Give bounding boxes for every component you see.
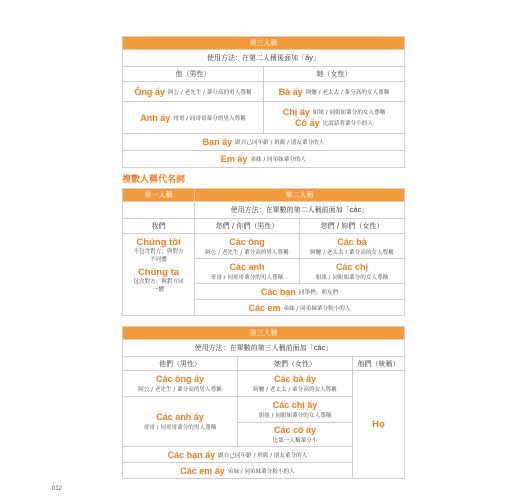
pronoun-cell: Bà ấy 阿嬤 / 老太太 / 輩分高的女人尊稱 [264,82,405,102]
plural-pronoun-table [122,188,405,316]
usage-note: 使用方法：在第二人稱後面加「ấy」 [123,50,405,67]
table-header: 第三人稱 [123,327,405,340]
third-person-singular-table [122,36,405,168]
pronoun-cell: Các ông ấy 阿公 / 老先生 / 輩分高的男人尊稱 [123,371,238,397]
usage-note: 使用方法：在單數的第二人稱前面加「các」 [195,202,405,219]
column-header-female: 她們（女性） [238,357,353,371]
pronoun-cell: Các em 弟妹 / 同弟妹輩分較小的人 [195,300,405,316]
pronoun-cell: Ông ấy 阿公 / 老先生 / 輩分高的男人尊稱 [123,82,264,102]
third-person-plural-table [122,326,405,479]
column-header-male: 您們 / 你們（男性） [195,219,300,234]
empty-cell [123,202,195,219]
pronoun-cell: Các bạn ấy 跟自己同年齡 / 班級 / 朋友輩分的人 [123,447,353,463]
pronoun-cell: Các anh 哥哥 / 同哥哥輩分的男人尊稱 [195,259,300,284]
pronoun-cell: Các bạn 同學們；朋友們 [195,284,405,300]
column-header-we: 我們 [123,219,195,234]
pronoun-cell: Chị ấy 姐姐 / 同姐姐輩分的女人尊稱 Cô ấy 比說話者輩分小的人 [264,102,405,134]
pronoun-cell: Em ấy 弟妹 / 同弟妹輩分的人 [123,151,405,168]
table-header: 第二人稱 [195,189,405,202]
section-title: 複數人稱代名詞 [122,175,186,185]
pronoun-cell: Các cô ấy 比第一人稱輩分小 [238,423,353,447]
table-header: 第一人稱 [123,189,195,202]
column-header-female: 您們 / 妳們（女性） [300,219,405,234]
pronoun-cell: Các chị 姐姐 / 同姐姐輩分的女人尊稱 [300,259,405,284]
pronoun-cell: Các bà 阿嬤 / 老太太 / 輩分高的女人尊稱 [300,234,405,259]
column-header-male: 他（男性） [123,67,264,82]
table-header: 第三人稱 [123,37,405,50]
pronoun-cell: Các chị ấy 姐姐 / 同姐姐輩分的女人尊稱 [238,397,353,423]
pronoun-cell: Các anh ấy 哥哥 / 同哥哥輩分的男人尊稱 [123,397,238,447]
pronoun-cell: Anh ấy 哥哥 / 同哥哥輩分的男人尊稱 [123,102,264,134]
we-pronoun-cell: Chúng tôi 不包含對方；與對方不同體 Chúng ta 包含對方；與對方同一體 [123,234,195,316]
pronoun-cell: Các ông 阿公 / 老先生 / 輩分高的男人尊稱 [195,234,300,259]
page-number: 012 [52,486,63,492]
general-pronoun-cell: Họ [353,371,405,479]
column-header-general: 他們（統稱） [353,357,405,371]
column-header-female: 她（女性） [264,67,405,82]
pronoun-cell: Bạn ấy 跟自己同年齡 / 班級 / 朋友輩分的人 [123,134,405,151]
pronoun-cell: Các em ấy 弟妹 / 同弟妹輩分較小的人 [123,463,353,479]
column-header-male: 他們（男性） [123,357,238,371]
pronoun-cell: Các bà ấy 阿嬤 / 老太太 / 輩分高的女人尊稱 [238,371,353,397]
usage-note: 使用方法：在單數的第三人稱前面加「các」 [123,340,405,357]
